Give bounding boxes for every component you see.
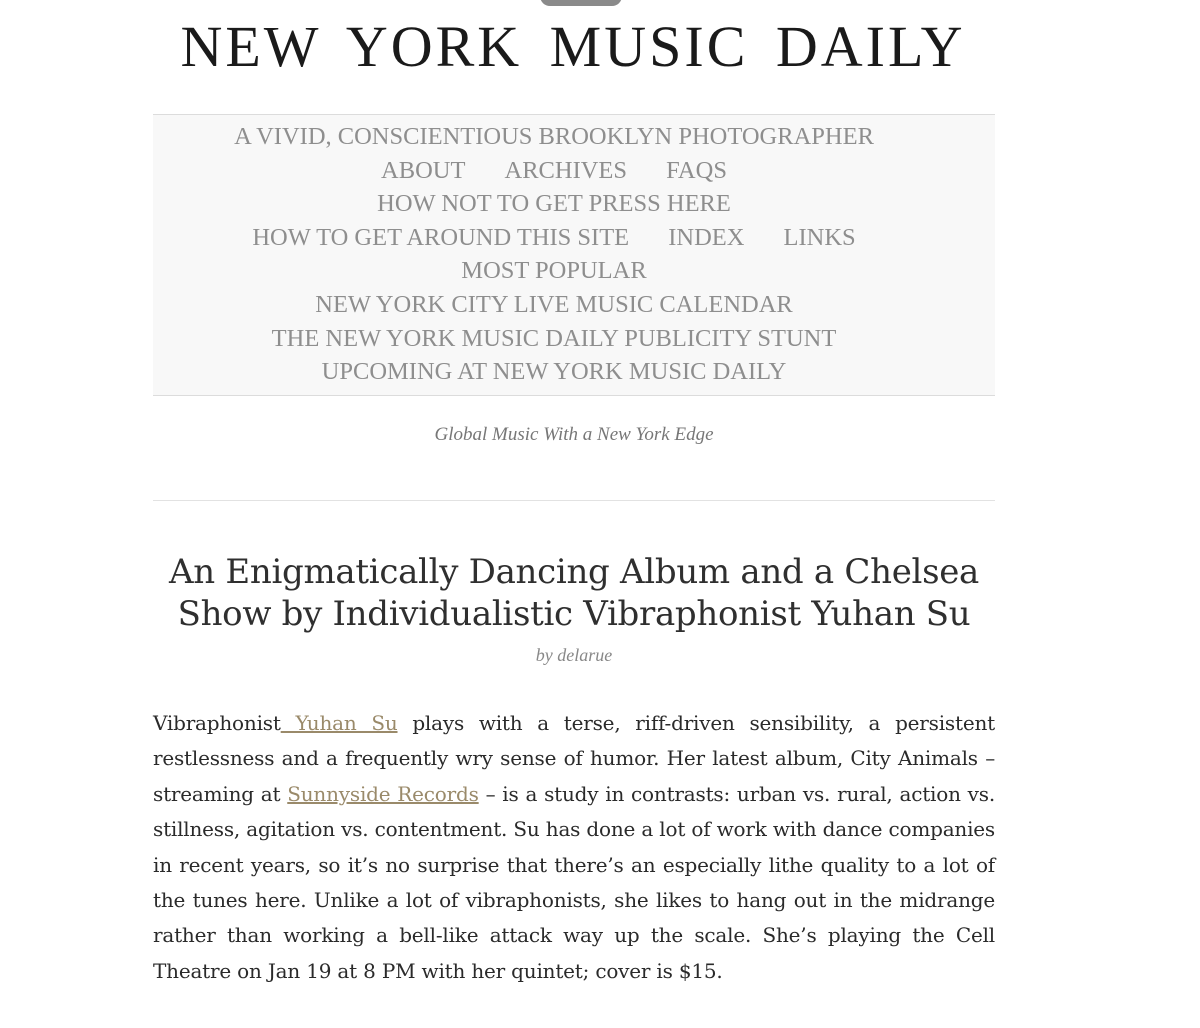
- site-tagline: Global Music With a New York Edge: [434, 424, 714, 445]
- nav-row: [153, 254, 995, 288]
- nav-row: [153, 120, 995, 154]
- main-navigation: [153, 114, 995, 396]
- nav-link-how-to-get-around[interactable]: HOW TO GET AROUND THIS SITE: [252, 223, 630, 251]
- nav-link-about[interactable]: ABOUT: [381, 156, 466, 184]
- article-text: Vibraphonist: [153, 711, 281, 735]
- post-title[interactable]: An Enigmatically Dancing Album and a Chelsea Show by Individualistic Vibraphonist Yuhan Su: [168, 552, 980, 634]
- article-paragraph: [153, 706, 995, 989]
- nav-link-index[interactable]: INDEX: [668, 223, 745, 251]
- nav-row: [153, 355, 995, 389]
- article-text: – is a study in contrasts: urban vs. rural, action vs. stillness, agitation vs. contentment. Su has done a lot of work with dance companies in recent years, so it’s no surprise that there’s an especially lithe quality to a lot of the tunes here. Unlike a lot of vibraphonists, she likes to hang out in the midrange rather than working a bell-like attack way up the scale. She’s playing the Cell Theatre on Jan 19 at 8 PM with her quintet; cover is $15.: [153, 781, 995, 983]
- artist-link[interactable]: Yuhan Su: [280, 711, 398, 735]
- nav-link-links[interactable]: LINKS: [783, 223, 856, 251]
- nav-row: [153, 154, 995, 188]
- nav-row: [153, 288, 995, 322]
- nav-link-most-popular[interactable]: MOST POPULAR: [461, 257, 647, 285]
- scroll-indicator: [540, 0, 622, 6]
- nav-link-publicity-stunt[interactable]: THE NEW YORK MUSIC DAILY PUBLICITY STUNT: [271, 324, 837, 352]
- nav-row: [153, 187, 995, 221]
- nav-link-faqs[interactable]: FAQS: [666, 156, 727, 184]
- nav-row: [153, 221, 995, 255]
- label-link[interactable]: Sunnyside Records: [287, 781, 479, 806]
- nav-link-photographer[interactable]: A VIVID, CONSCIENTIOUS BROOKLYN PHOTOGRAPHER: [234, 123, 874, 150]
- post-byline: by delarue: [535, 645, 613, 665]
- nav-row: [153, 322, 995, 356]
- article-text: plays with a terse, riff-driven sensibility, a persistent restlessness and a frequently wry sense of humor. Her latest album, City Animals – streaming at: [153, 711, 995, 806]
- header-divider: [153, 500, 995, 501]
- nav-link-live-music-calendar[interactable]: NEW YORK CITY LIVE MUSIC CALENDAR: [315, 290, 793, 318]
- nav-link-upcoming[interactable]: UPCOMING AT NEW YORK MUSIC DAILY: [321, 358, 787, 386]
- site-title[interactable]: NEW YORK MUSIC DAILY: [180, 14, 966, 79]
- nav-link-archives[interactable]: ARCHIVES: [504, 156, 628, 184]
- nav-link-how-not-to-get-press[interactable]: HOW NOT TO GET PRESS HERE: [377, 190, 731, 218]
